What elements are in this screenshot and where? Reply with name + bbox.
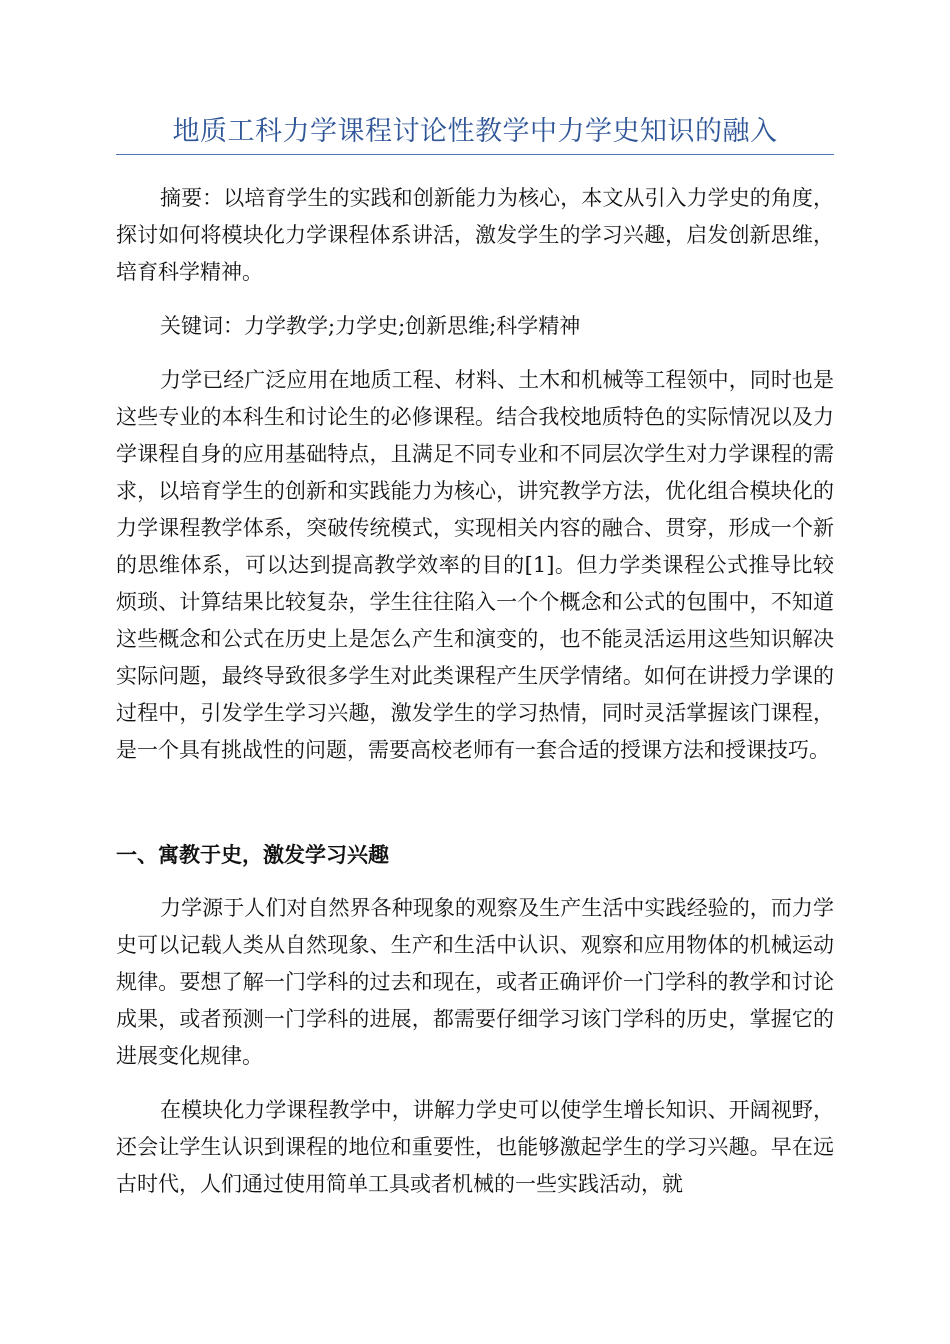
abstract-paragraph: 摘要：以培育学生的实践和创新能力为核心，本文从引入力学史的角度，探讨如何将模块化力学课程体系讲活，激发学生的学习兴趣，启发创新思维，培育科学精神。 <box>116 186 834 284</box>
document-title: 地质工科力学课程讨论性教学中力学史知识的融入 <box>172 116 778 147</box>
intro-paragraph: 力学已经广泛应用在地质工程、材料、土木和机械等工程领中，同时也是这些专业的本科生和讨论生的必修课程。结合我校地质特色的实际情况以及力学课程自身的应用基础特点，且满足不同专业和不同层次学生对力学课程的需求，以培育学生的创新和实践能力为核心，讲究教学方法，优化组合模块化的力学课程教学体系，突破传统模式，实现相关内容的融合、贯穿，形成一个新的思维体系，可以达到提高教学效率的目的[1]。但力学类课程公式推导比较烦琐、计算结果比较复杂，学生往往陷入一个个概念和公式的包围中，不知道这些概念和公式在历史上是怎么产生和演变的，也不能灵活运用这些知识解决实际问题，最终导致很多学生对此类课程产生厌学情绪。如何在讲授力学课的过程中，引发学生学习兴趣，激发学生的学习热情，同时灵活掌握该门课程，是一个具有挑战性的问题，需要高校老师有一套合适的授课方法和授课技巧。 <box>116 368 834 762</box>
keywords-paragraph: 关键词：力学教学;力学史;创新思维;科学精神 <box>160 314 581 338</box>
section-heading-1: 一、寓教于史，激发学习兴趣 <box>116 843 389 867</box>
section1-paragraph-1: 力学源于人们对自然界各种现象的观察及生产生活中实践经验的，而力学史可以记载人类从自然现象、生产和生活中认识、观察和应用物体的机械运动规律。要想了解一门学科的过去和现在，或者正确评价一门学科的教学和讨论成果，或者预测一门学科的进展，都需要仔细学习该门学科的历史，掌握它的进展变化规律。 <box>116 896 834 1068</box>
section1-paragraph-2: 在模块化力学课程教学中，讲解力学史可以使学生增长知识、开阔视野，还会让学生认识到课程的地位和重要性，也能够激起学生的学习兴趣。早在远古时代，人们通过使用简单工具或者机械的一些实践活动，就 <box>116 1098 834 1196</box>
title-underline <box>116 154 834 155</box>
